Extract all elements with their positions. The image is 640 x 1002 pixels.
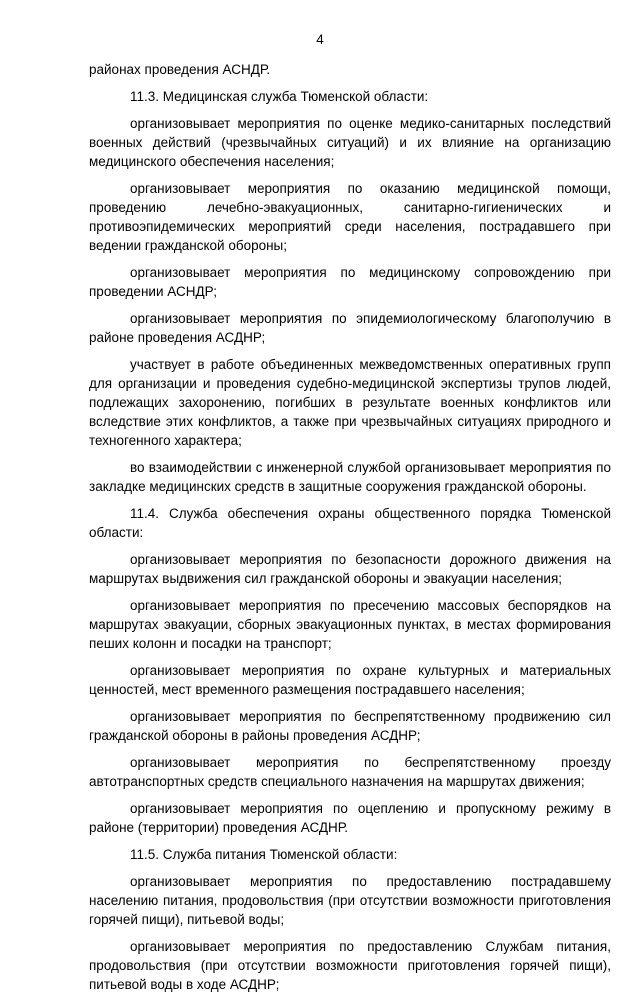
paragraph: организовывает мероприятия по оценке медико-санитарных последствий военных действий (чрезвычайных ситуаций) и их влияние на организацию медицинского обеспечения населения; [89,116,611,169]
document-body [89,60,611,1002]
section-heading: 11.3. Медицинская служба Тюменской области: [130,89,429,104]
paragraph: организовывает мероприятия по медицинскому сопровождению при проведении АСНДР; [89,265,611,299]
paragraph: организовывает мероприятия по безопасности дорожного движения на маршрутах выдвижения сил гражданской обороны и эвакуации населения; [89,552,611,586]
paragraph: районах проведения АСНДР. [89,62,271,77]
paragraph: организовывает мероприятия по оказанию медицинской помощи, проведению лечебно-эвакуационных, санитарно-гигиенических и противоэпидемических мероприятий среди населения, пострадавшего при ведении гражданской обороны; [89,181,611,253]
paragraph: организовывает мероприятия по беспрепятственному проезду автотранспортных средств специального назначения на маршрутах движения; [89,755,611,789]
paragraph: участвует в работе объединенных межведомственных оперативных групп для организации и проведения судебно-медицинской экспертизы трупов людей, подлежащих захоронению, погибших в результате военных конфликтов или вследствие этих конфликтов, а также при чрезвычайных ситуациях природного и техногенного характера; [89,357,611,448]
paragraph: организовывает мероприятия по пресечению массовых беспорядков на маршрутах эвакуации, сборных эвакуационных пунктах, в местах формирования пеших колонн и посадки на транспорт; [89,598,611,651]
paragraph: организовывает мероприятия по беспрепятственному продвижению сил гражданской обороны в районы проведения АСДНР; [89,709,611,743]
paragraph: организовывает мероприятия по эпидемиологическому благополучию в районе проведения АСДНР; [89,311,611,345]
section-heading: 11.5. Служба питания Тюменской области: [130,847,398,862]
section-heading: 11.4. Служба обеспечения охраны общественного порядка Тюменской области: [89,506,611,540]
page-number: 4 [316,32,324,47]
paragraph: организовывает мероприятия по охране культурных и материальных ценностей, мест временного размещения пострадавшего населения; [89,663,611,697]
paragraph: во взаимодействии с инженерной службой организовывает мероприятия по закладке медицинских средств в защитные сооружения гражданской обороны. [89,460,611,494]
paragraph: организовывает мероприятия по предоставлению пострадавшему населению питания, продовольствия (при отсутствии возможности приготовления горячей пищи), питьевой воды; [89,874,611,927]
paragraph: организовывает мероприятия по предоставлению Службам питания, продовольствия (при отсутствии возможности приготовления горячей пищи), питьевой воды в ходе АСДНР; [89,939,611,992]
paragraph: организовывает мероприятия по оцеплению и пропускному режиму в районе (территории) проведения АСДНР. [89,801,611,835]
